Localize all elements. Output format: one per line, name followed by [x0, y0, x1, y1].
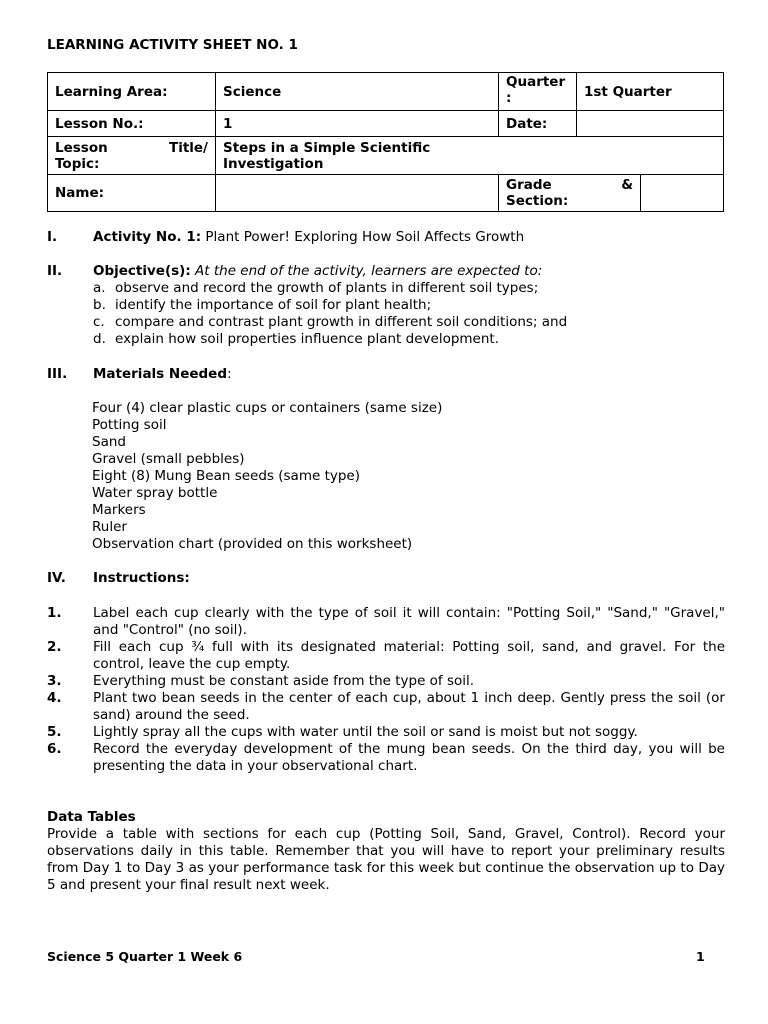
learning-area-label: Learning Area: — [48, 73, 216, 111]
instruction-step: 4. Plant two bean seeds in the center of each cup, about 1 inch deep. Gently press the soil (or sand) around the seed. — [47, 690, 725, 723]
instructions-number: IV. — [47, 570, 66, 586]
material-item: Ruler — [92, 519, 127, 535]
header-row-lesson — [48, 111, 724, 137]
instruction-step: 5. Lightly spray all the cups with water until the soil or sand is moist but not soggy. — [47, 724, 638, 740]
objectives-intro: At the end of the activity, learners are expected to: — [190, 263, 543, 279]
lesson-no-label: Lesson No.: — [48, 111, 216, 137]
lesson-title-value: Steps in a Simple Scientific Investigation — [216, 137, 724, 175]
materials-list — [92, 400, 442, 553]
sheet-title: LEARNING ACTIVITY SHEET NO. 1 — [47, 37, 298, 53]
objective-item: d. explain how soil properties influence plant development. — [93, 331, 499, 347]
instruction-step: 3. Everything must be constant aside from the type of soil. — [47, 673, 475, 689]
materials-label: Materials Needed — [93, 366, 228, 382]
objectives-list — [93, 280, 567, 348]
activity-text: Plant Power! Exploring How Soil Affects Growth — [201, 229, 525, 245]
material-item: Water spray bottle — [92, 485, 218, 501]
instructions-label: Instructions: — [93, 570, 190, 586]
instruction-step: 6. Record the everyday development of the mung bean seeds. On the third day, you will be presenting the data in your observational chart. — [47, 741, 725, 774]
objectives-number: II. — [47, 263, 63, 279]
page-number: 1 — [696, 949, 705, 964]
quarter-value: 1st Quarter — [577, 73, 724, 111]
lesson-title-label: Lesson Title/ Topic: — [48, 137, 216, 175]
material-item: Observation chart (provided on this worksheet) — [92, 536, 413, 552]
quarter-label: Quarter : — [499, 73, 577, 111]
grade-section-label: Grade & Section: — [499, 175, 641, 212]
header-row-title — [48, 137, 724, 175]
material-item: Sand — [92, 434, 126, 450]
objective-item: c. compare and contrast plant growth in different soil conditions; and — [93, 314, 568, 330]
objectives-label: Objective(s): — [93, 263, 191, 279]
footer-course: Science 5 Quarter 1 Week 6 — [47, 949, 243, 964]
objective-item: b. identify the importance of soil for plant health; — [93, 297, 432, 313]
material-item: Eight (8) Mung Bean seeds (same type) — [92, 468, 360, 484]
header-row-area — [48, 73, 724, 111]
header-table — [47, 72, 724, 212]
material-item: Potting soil — [92, 417, 167, 433]
data-tables-text: Provide a table with sections for each cup (Potting Soil, Sand, Gravel, Control). Record your observations daily in this table. Remember that you will have to report your preliminary results from Day 1 to Day 3 as your performance task for this week but continue the observation up to Day 5 and present your final result next week. — [47, 826, 725, 893]
grade-section-field[interactable] — [641, 175, 724, 212]
material-item: Gravel (small pebbles) — [92, 451, 245, 467]
name-field[interactable] — [216, 175, 499, 212]
date-field[interactable] — [577, 111, 724, 137]
objectives-line — [93, 263, 542, 280]
activity-number: I. — [47, 229, 58, 245]
material-item: Four (4) clear plastic cups or containers (same size) — [92, 400, 443, 416]
header-row-name — [48, 175, 724, 212]
activity-label: Activity No. 1: — [93, 229, 202, 245]
instructions-list — [47, 605, 725, 775]
date-label: Date: — [499, 111, 577, 137]
instruction-step: 2. Fill each cup ¾ full with its designated material: Potting soil, sand, and gravel. For the control, leave the cup empty. — [47, 639, 725, 672]
materials-line: Materials Needed: — [93, 366, 232, 382]
objective-item: a. observe and record the growth of plants in different soil types; — [93, 280, 539, 296]
name-label: Name: — [48, 175, 216, 212]
activity-line — [93, 229, 524, 246]
instruction-step: 1. Label each cup clearly with the type of soil it will contain: "Potting Soil," "Sand," "Gravel," and "Control" (no soil). — [47, 605, 725, 638]
lesson-no-value: 1 — [216, 111, 499, 137]
learning-area-value: Science — [216, 73, 499, 111]
material-item: Markers — [92, 502, 146, 518]
data-tables-heading: Data Tables — [47, 809, 136, 825]
materials-number: III. — [47, 366, 68, 382]
